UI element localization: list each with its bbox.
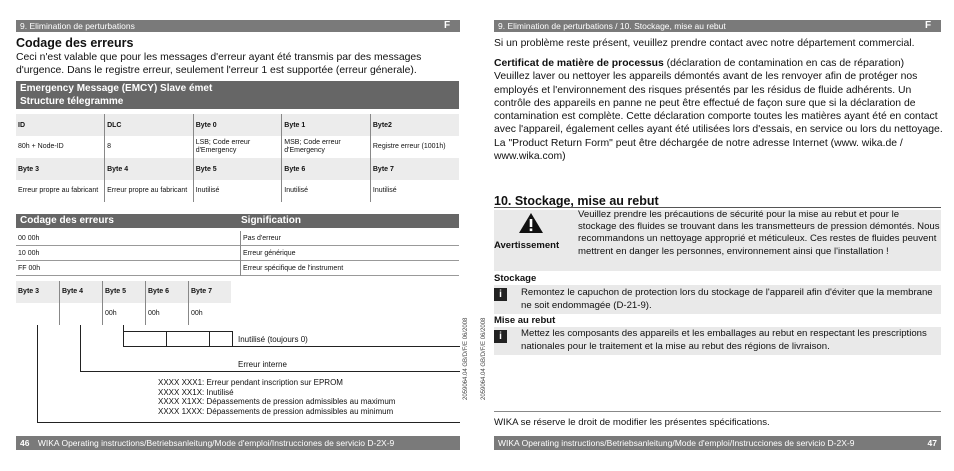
disposal-box [494, 327, 941, 355]
connector-line [80, 325, 81, 371]
emcy-cell: DLC [105, 114, 194, 136]
byte-diagram [16, 281, 231, 325]
emcy-cell: Byte 3 [16, 158, 105, 180]
info-icon: i [494, 330, 507, 343]
section-title: 10. Stockage, mise au rebut [494, 194, 659, 208]
code-row: FF 00h Erreur spécifique de l'instrument [16, 261, 459, 276]
emcy-cell: ID [16, 114, 105, 136]
warning-label: Avertissement [494, 240, 560, 251]
footer-text: WIKA Operating instructions/Betriebsanleitung/Mode d'emploi/Instrucciones de servicio D-2X-9 [498, 438, 855, 448]
header-text: 9. Elimination de perturbations / 10. Stockage, mise au rebut [498, 21, 726, 31]
page-number: 46 [20, 438, 30, 448]
byte-header: Byte 5 [102, 281, 145, 303]
code-row: 10 00h Erreur générique [16, 246, 459, 261]
emcy-cell: Byte 0 [193, 114, 282, 136]
emcy-table [16, 114, 459, 202]
language-letter: F [924, 20, 932, 31]
emcy-cell: LSB; Code erreur d'Emergency [193, 136, 282, 158]
certificate-title: Certificat de matière de processus [494, 58, 664, 69]
document-code: 2059064.04 GB/D/F/E 06/2008 [481, 317, 487, 400]
emcy-row [16, 136, 459, 158]
emcy-cell: Inutilisé [370, 180, 459, 202]
warning-icon [518, 212, 544, 234]
page-header [16, 20, 460, 32]
connector-line [37, 422, 460, 423]
codes-col1: Codage des erreurs [20, 215, 114, 226]
emcy-row [16, 114, 459, 136]
byte-value: 00h [188, 303, 231, 325]
divider [494, 411, 941, 412]
footer-text: WIKA Operating instructions/Betriebsanleitung/Mode d'emploi/Instrucciones de servicio D-2X-9 [37, 438, 395, 448]
warning-text: Veuillez prendre les précautions de sécurité pour la mise au rebut et pour le stockage des fluides se trouvant dans les transmetteurs de pression démontés. Nous recommandons un nettoyage approprié et méticuleux. Ces restes de fluides peuvent mettrent en danger les personnes, environnement ainsi que l'installation ! [578, 209, 940, 257]
connector-line [123, 331, 233, 332]
contact-text: Si un problème reste présent, veuillez prendre contact avec notre département commercial. [494, 38, 915, 49]
right-page [477, 0, 954, 471]
byte-header: Byte 4 [59, 281, 102, 303]
byte-header: Byte 3 [18, 288, 40, 295]
connector-line [37, 325, 38, 422]
bit-legend: XXXX XXX1: Erreur pendant inscription sur EPROM XXXX XX1X: Inutilisé XXXX X1XX: Dépassements de pression admissibles au maximum XXXX 1XXX: Dépassements de pression admissibles au minimum [158, 378, 396, 416]
page-footer [494, 436, 941, 450]
emcy-row [16, 158, 459, 180]
certificate-block [494, 57, 944, 163]
intro-text: Ceci n'est valable que pour les messages d'erreur ayant été transmis par des messages d'urgence. Dans le registre erreur, seulement l'erreur 1 est supportée (erreur génerale). [16, 52, 422, 77]
connector-line [123, 346, 460, 347]
emcy-cell: Byte 5 [193, 158, 282, 180]
codes-header [16, 214, 459, 228]
codes-col2: Signification [241, 215, 301, 226]
internal-error-label: Erreur interne [238, 360, 287, 369]
certificate-body: Veuillez laver ou nettoyer les appareils démontés avant de les renvoyer afin de protéger nos employés et l'environnement des risques présentés par les résidus de fluide adhérents. Un contrôle des appareils en panne ne peut être effectué de façon sure que si la déclaration de contamination est complète. Cette déclaration comporte toutes les matières ayant été en contact avec l'appareil, également celles ayant été utilisées lors d'essais, en service ou lors du nettoyage. La "Product Return Form" peut être déchargée de notre adresse Internet (www. wika.de / www.wika.com) [494, 71, 943, 163]
emcy-cell: Byte2 [370, 114, 459, 136]
page-footer [16, 436, 460, 450]
connector-line [209, 331, 210, 346]
connector-line [232, 331, 233, 346]
section-title: Codage des erreurs [16, 36, 134, 50]
emcy-cell: Erreur propre au fabricant [18, 187, 99, 194]
byte-value: 00h [145, 303, 188, 325]
emcy-title-line1: Emergency Message (EMCY) Slave émet [20, 83, 213, 94]
emcy-cell: MSB; Code erreur d'Emergency [282, 136, 371, 158]
emcy-cell: Byte 4 [105, 158, 194, 180]
page-number: 47 [927, 438, 937, 448]
header-text: 9. Elimination de perturbations [20, 21, 135, 31]
emcy-row [16, 180, 459, 202]
byte-header: Byte 6 [145, 281, 188, 303]
storage-title: Stockage [494, 273, 537, 284]
emcy-cell: Byte 1 [282, 114, 371, 136]
disposal-title: Mise au rebut [494, 315, 556, 326]
disposal-text: Mettez les composants des appareils et les emballages au rebut en respectant les prescriptions nationales pour le traitement et la mise au rebut des régions de livraison. [521, 328, 927, 352]
emcy-title [16, 81, 459, 109]
emcy-cell: Byte 6 [282, 158, 371, 180]
emcy-cell: Inutilisé [282, 180, 371, 202]
byte-value: 00h [102, 303, 145, 325]
reserve-text: WIKA se réserve le droit de modifier les présentes spécifications. [494, 417, 770, 428]
storage-text: Remontez le capuchon de protection lors du stockage de l'appareil afin d'éviter que la membrane ne soit endommagée (D-21-9). [521, 287, 933, 311]
connector-line [80, 371, 460, 372]
emcy-cell: Erreur propre au fabricant [105, 180, 194, 202]
unused-label: Inutilisé (toujours 0) [238, 335, 308, 344]
document-code: 2059064.04 GB/D/F/E 06/2008 [463, 317, 469, 400]
connector-line [166, 331, 167, 346]
emcy-cell: 8 [105, 136, 194, 158]
info-icon: i [494, 288, 507, 301]
emcy-cell: Registre erreur (1001h) [370, 136, 459, 158]
emcy-title-line2: Structure télegramme [20, 96, 124, 107]
connector-line [123, 325, 124, 346]
certificate-subtitle: (déclaration de contamination en cas de réparation) [663, 58, 905, 69]
warning-box [494, 210, 941, 271]
emcy-cell: Inutilisé [193, 180, 282, 202]
storage-box [494, 285, 941, 314]
page-header [494, 20, 941, 32]
emcy-cell: 80h + Node-ID [18, 143, 64, 150]
language-letter: F [443, 20, 451, 31]
code-row: 00 00h Pas d'erreur [16, 231, 459, 246]
byte-header: Byte 7 [188, 281, 231, 303]
emcy-cell: Byte 7 [370, 158, 459, 180]
